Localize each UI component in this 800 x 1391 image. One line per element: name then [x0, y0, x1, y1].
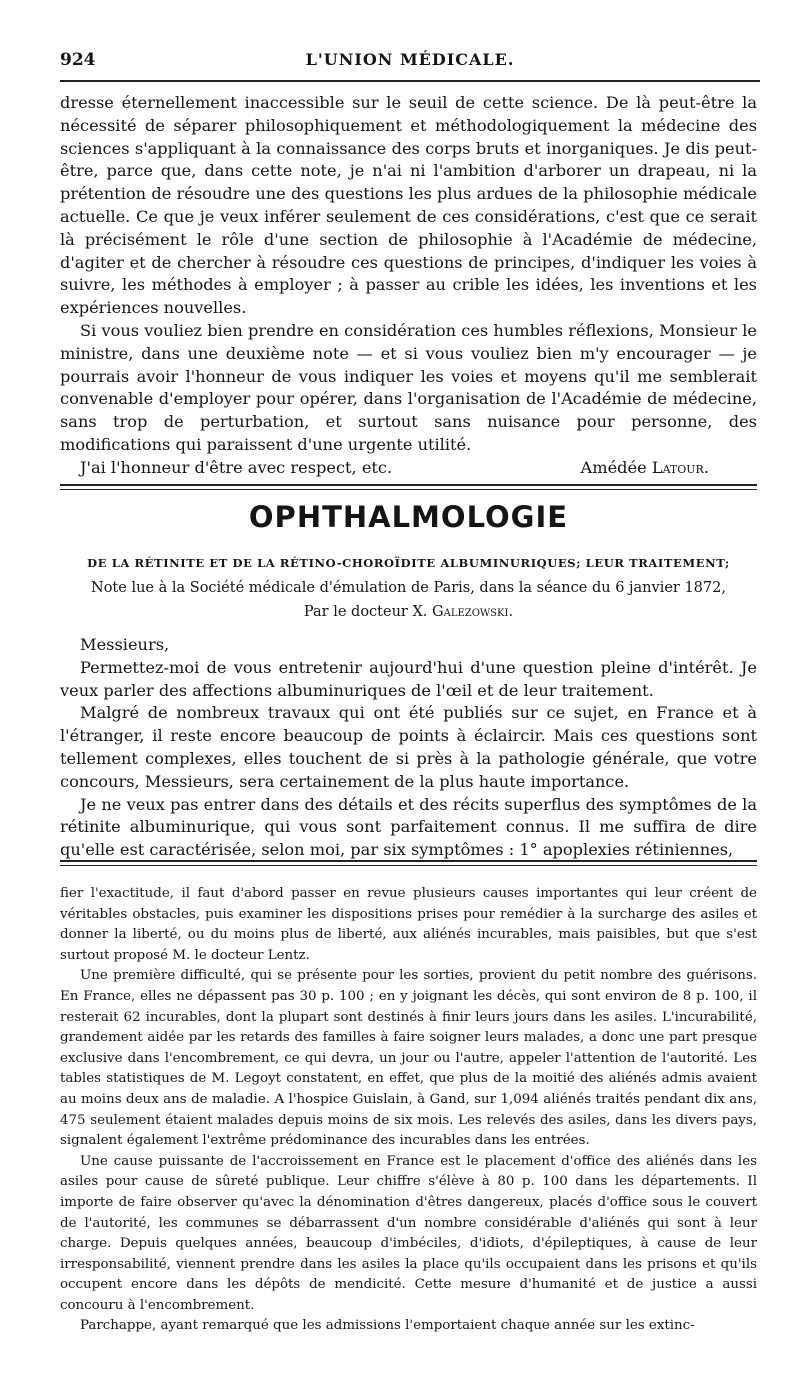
page-header	[60, 50, 760, 82]
article-paragraph-2: Malgré de nombreux travaux qui ont été publiés sur ce sujet, en France et à l'étranger, il reste encore beaucoup de points à éclaircir. Mais ces questions sont tellement complexes, elles touchent de si près à la pathologie générale, que votre concours, Messieurs, sera certainement de la plus haute importance.	[60, 703, 757, 791]
article-author: Par le docteur X. Galezowski.	[303, 604, 514, 620]
feuilleton-paragraph-4: Parchappe, ayant remarqué que les admissions l'emportaient chaque année sur les extinc-	[80, 1318, 695, 1334]
letter-continuation	[60, 92, 757, 480]
letter-paragraph-2: Si vous vouliez bien prendre en considération ces humbles réflexions, Monsieur le ministre, dans une deuxième note — et si vous vouliez bien m'y encourager — je pourrais avoir l'honneur de vous indiquer les voies et moyens qu'il me semblerait convenable d'employer pour opérer, dans l'organisation de l'Académie de médecine, sans trop de perturbation, et surtout sans nuisance pour personne, des modifications qui paraissent d'une urgente utilité.	[60, 320, 757, 454]
article-title: DE LA RÉTINITE ET DE LA RÉTINO-CHOROÏDITE ALBUMINURIQUES; LEUR TRAITEMENT;	[87, 556, 730, 570]
feuilleton-paragraph-3: Une cause puissante de l'accroissement en France est le placement d'office des aliénés dans les asiles pour cause de sûreté publique. Leur chiffre s'élève à 80 p. 100 dans les départements. Il importe de faire observer qu'avec la dénomination d'êtres dangereux, placés d'office sous le couvert de l'autorité, les communes se débarrassent d'un nombre considérable d'aliénés qui sont à leur charge. Depuis quelques années, beaucoup d'imbéciles, d'idiots, d'épileptiques, à cause de leur irresponsabilité, viennent prendre dans les asiles la place qu'ils occupaient dans les prisons et qu'ils occupent encore dans les dépôts de mendicité. Cette mesure d'humanité et de justice a aussi concouru à l'encombrement.	[60, 1153, 757, 1313]
article-paragraph-3: Je ne veux pas entrer dans des détails et des récits superflus des symptômes de la rétinite albuminurique, qui vous sont parfaitement connus. Il me suffira de dire qu'elle est caractérisée, selon moi, par six symptômes : 1° apoplexies rétiniennes,	[60, 794, 757, 860]
section-title: OPHTHALMOLOGIE	[248, 500, 569, 534]
feuilleton-paragraph-2: Une première difficulté, qui se présente pour les sorties, provient du petit nombre des guérisons. En France, elles ne dépassent pas 30 p. 100 ; en y joignant les décès, qui sont environ de 8 p. 100, il resterait 62 incurables, dont la plupart sont destinés à finir leurs jours dans les asiles. L'incurabilité, grandement aidée par les retards des familles à faire soigner leurs malades, a donc une part presque exclusive dans l'encombrement, ce qui devra, un jour ou l'autre, appeler l'attention de l'autorité. Les tables statistiques de M. Legoyt constatent, en effet, que plus de la moitié des aliénés admis avaient au moins deux ans de maladie. A l'hospice Guislain, à Gand, sur 1,094 aliénés traités pendant dix ans, 475 seulement étaient malades depuis moins de six mois. Les relevés des asiles, dans les divers pays, signalent également l'extrême prédominance des incurables dans les entrées.	[60, 968, 757, 1149]
page-number: 924	[60, 50, 96, 70]
section-divider	[60, 484, 757, 490]
feuilleton-divider	[60, 860, 757, 866]
article-body	[60, 634, 757, 862]
salutation: Messieurs,	[80, 635, 170, 654]
article-subtitle: Note lue à la Société médicale d'émulation de Paris, dans la séance du 6 janvier 1872,	[91, 580, 726, 596]
running-title: L'UNION MÉDICALE.	[305, 50, 515, 69]
letter-paragraph-1: dresse éternellement inaccessible sur le seuil de cette science. De là peut-être la nécessité de séparer philosophiquement et méthodologiquement la médecine des sciences s'appliquant à la connaissance des corps bruts et inorganiques. Je dis peut-être, parce que, dans cette note, je n'ai ni l'ambition d'arborer un drapeau, ni la prétention de résoudre une des questions les plus ardues de la philosophie médicale actuelle. Ce que je veux inférer seulement de ces considérations, c'est que ce serait là précisément le rôle d'une section de philosophie à l'Académie de médecine, d'agiter et de chercher à résoudre ces questions de principes, d'indiquer les voies à suivre, les méthodes à employer ; à passer au crible les idées, les inventions et les expériences nouvelles.	[60, 93, 757, 318]
article-paragraph-1: Permettez-moi de vous entretenir aujourd'hui d'une question pleine d'intérêt. Je veux parler des affections albuminuriques de l'œil et de leur traitement.	[60, 657, 757, 700]
closing-formula: J'ai l'honneur d'être avec respect, etc.	[80, 457, 393, 477]
feuilleton-paragraph-1: fier l'exactitude, il faut d'abord passer en revue plusieurs causes importantes qui leur créent de véritables obstacles, puis examiner les dispositions prises pour remédier à la surcharge des asiles et donner la liberté, ou du moins plus de liberté, aux aliénés incurables, mais paisibles, but que s'est surtout proposé M. le docteur Lentz.	[60, 886, 757, 963]
letter-signoff	[60, 457, 757, 480]
signature: Amédée Latour.	[580, 457, 709, 477]
feuilleton-text	[60, 884, 757, 1337]
